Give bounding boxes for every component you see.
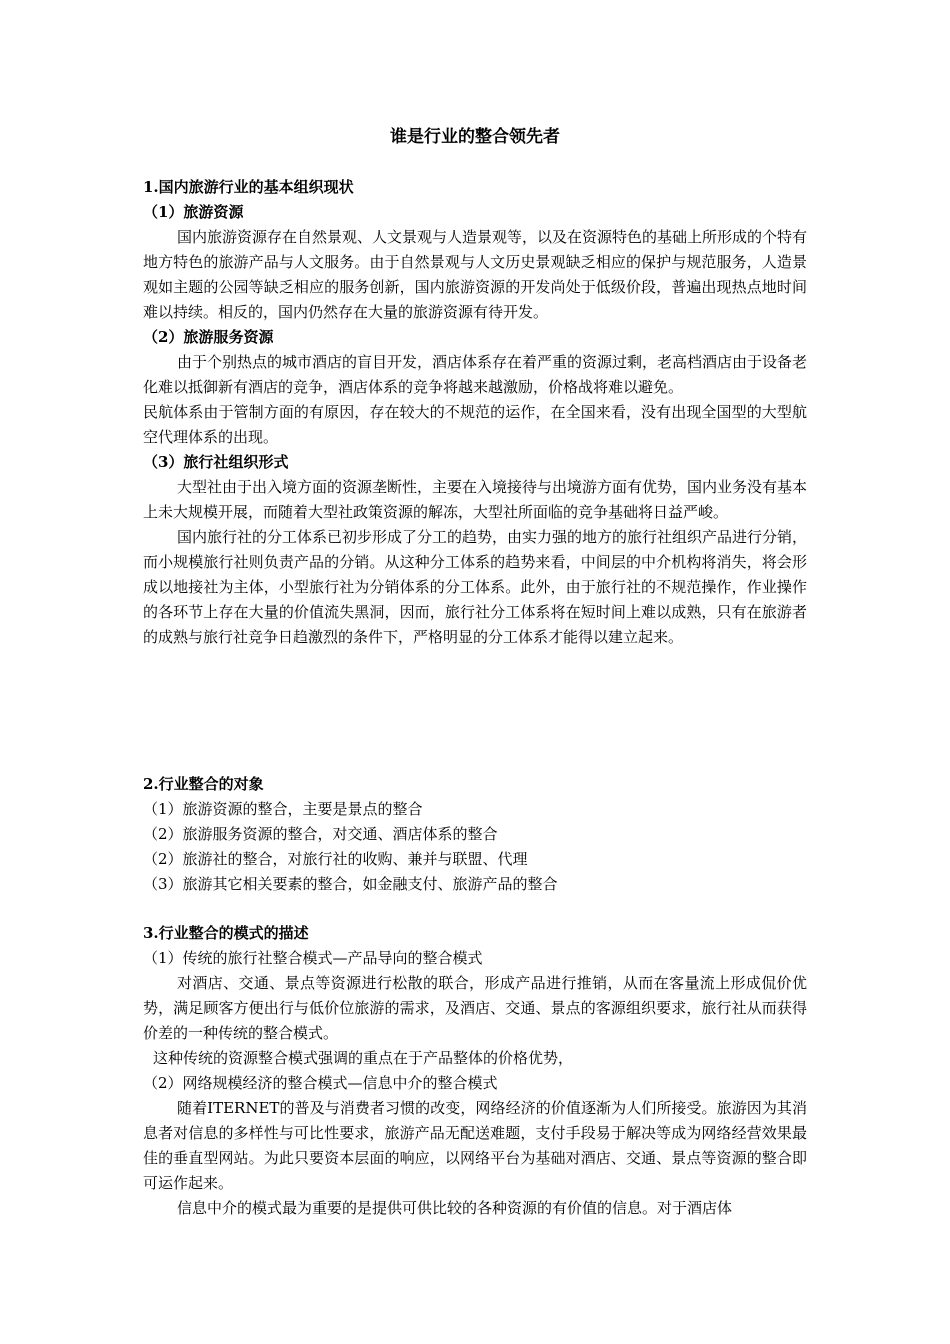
section-3-paragraph-2: 这种传统的资源整合模式强调的重点在于产品整体的价格优势， (153, 1049, 574, 1067)
section-1-heading: 1.国内旅游行业的基本组织现状 (143, 178, 354, 196)
section-2-item: （3）旅游其它相关要素的整合，如金融支付、旅游产品的整合 (143, 875, 558, 893)
section-1-paragraph-1: 国内旅游资源存在自然景观、人文景观与人造景观等，以及在资源特色的基础上所形成的个特有地方特色的旅游产品与人文服务。由于自然景观与人文历史景观缺乏相应的保护与规范服务，人造景观如主题的公园等缺乏相应的服务创新，国内旅游资源的开发尚处于低级价段，普遍出现热点地时间难以持续。相反的，国内仍然存在大量的旅游资源有待开发。 (143, 228, 808, 321)
section-1-sub-1: （1）旅游资源 (143, 203, 244, 221)
section-3-paragraph-3: 随着ITERNET的普及与消费者习惯的改变，网络经济的价值逐渐为人们所接受。旅游因为其消息者对信息的多样性与可比性要求，旅游产品无配送难题，支付手段易于解决等成为网络经营效果最佳的垂直型网站。为此只要资本层面的响应，以网络平台为基础对酒店、交通、景点等资源的整合即可运作起来。 (143, 1099, 807, 1192)
section-1-paragraph-2: 由于个别热点的城市酒店的盲目开发，酒店体系存在着严重的资源过剩，老高档酒店由于设备老化难以抵御新有酒店的竞争，酒店体系的竞争将越来越激励，价格战将难以避免。 (143, 353, 808, 396)
section-2-heading: 2.行业整合的对象 (143, 775, 264, 793)
section-3-heading: 3.行业整合的模式的描述 (143, 924, 309, 942)
section-1-paragraph-4: 大型社由于出入境方面的资源垄断性，主要在入境接待与出境游方面有优势，国内业务没有基本上未大规模开展，而随着大型社政策资源的解冻，大型社所面临的竞争基础将日益严峻。 (143, 478, 808, 521)
section-1-sub-2: （2）旅游服务资源 (143, 328, 274, 346)
section-1-paragraph-5: 国内旅行社的分工体系已初步形成了分工的趋势，由实力强的地方的旅行社组织产品进行分销，而小规模旅行社则负责产品的分销。从这种分工体系的趋势来看，中间层的中介机构将消失，将会形成以地接社为主体，小型旅行社为分销体系的分工体系。此外，由于旅行社的不规范操作，作业操作的各环节上存在大量的价值流失黑洞，因而，旅行社分工体系将在短时间上难以成熟，只有在旅游者的成熟与旅行社竞争日趋激烈的条件下，严格明显的分工体系才能得以建立起来。 (143, 528, 808, 646)
section-3-sub-1: （1）传统的旅行社整合模式—产品导向的整合模式 (143, 949, 483, 967)
section-3-paragraph-4: 信息中介的模式最为重要的是提供可供比较的各种资源的有价值的信息。对于酒店体 (177, 1199, 733, 1217)
section-1 (143, 175, 807, 650)
section-1-paragraph-3: 民航体系由于管制方面的有原因，存在较大的不规范的运作，在全国来看，没有出现全国型的大型航空代理体系的出现。 (143, 403, 807, 446)
section-2-item: （1）旅游资源的整合，主要是景点的整合 (143, 800, 423, 818)
section-3-paragraph-1: 对酒店、交通、景点等资源进行松散的联合，形成产品进行推销，从而在客量流上形成侃价优势，满足顾客方便出行与低价位旅游的需求，及酒店、交通、景点的客源组织要求，旅行社从而获得价差的一种传统的整合模式。 (143, 974, 807, 1042)
section-3-sub-2: （2）网络规模经济的整合模式—信息中介的整合模式 (143, 1074, 498, 1092)
section-2-item: （2）旅游服务资源的整合，对交通、酒店体系的整合 (143, 825, 498, 843)
section-2 (143, 772, 807, 897)
section-1-sub-3: （3）旅行社组织形式 (143, 453, 289, 471)
section-3 (143, 921, 807, 1221)
document-title: 谁是行业的整合领先者 (390, 127, 560, 147)
section-2-item: （2）旅游社的整合，对旅行社的收购、兼并与联盟、代理 (143, 850, 528, 868)
